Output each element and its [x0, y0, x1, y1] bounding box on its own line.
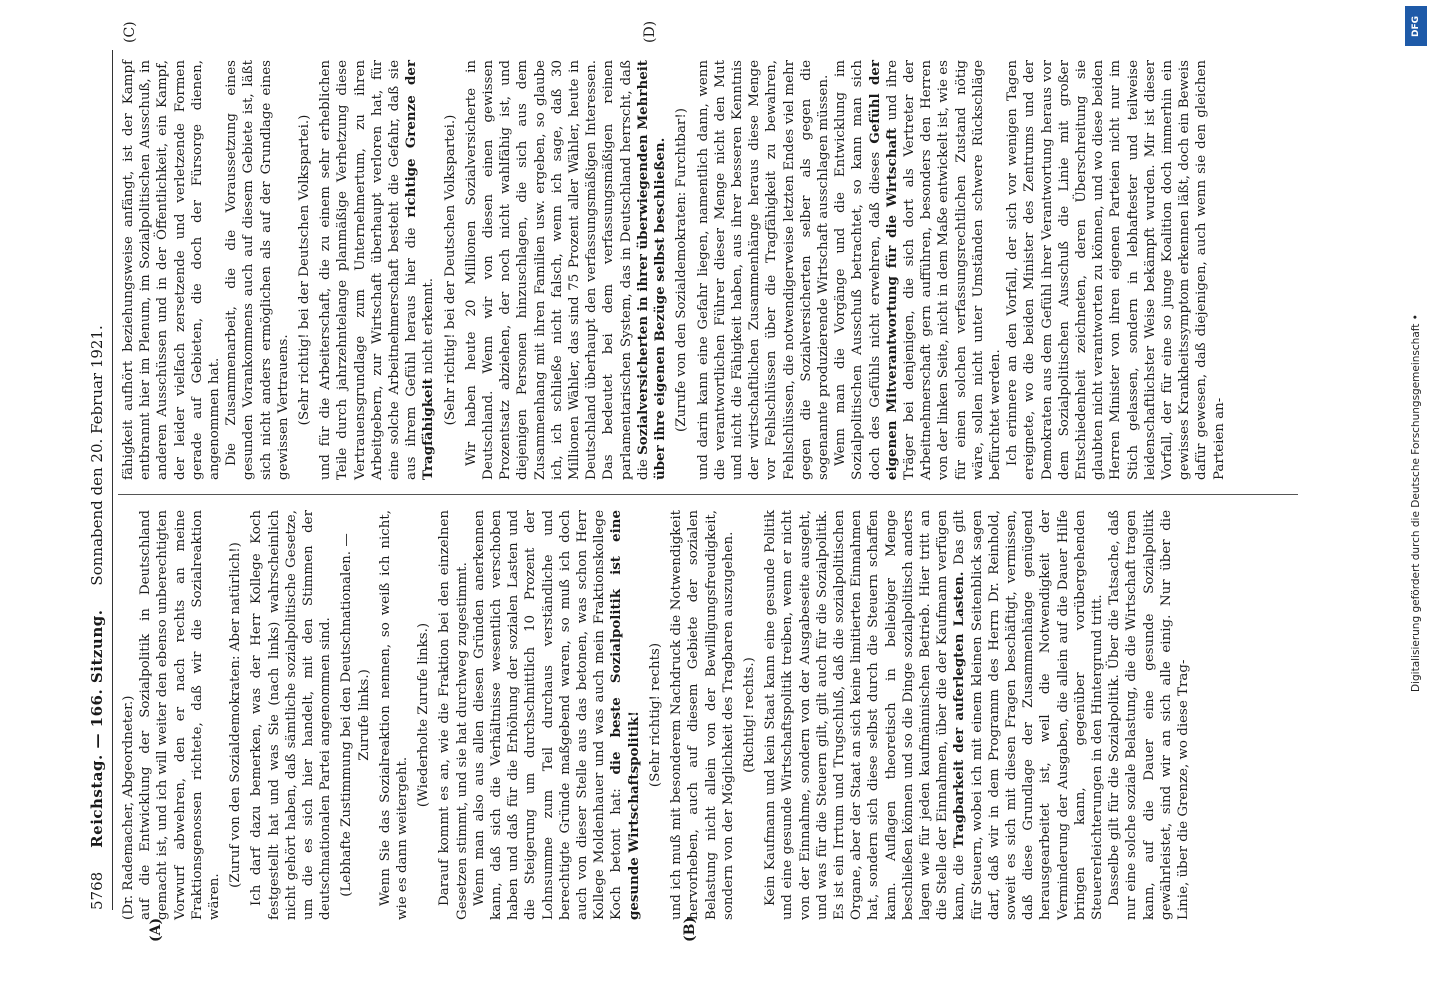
paragraph: Dasselbe gilt für die Sozialpolitik. Über die Tatsache, daß nur eine solche soziale Belastung, die die Wirtschaft tragen kann, auf die Dauer eine gesunde Sozialpolitik gewährleistet, sind wir an sich alle einig. Nur über die Linie, über die Grenze, wo diese Trag-: [1107, 510, 1191, 920]
interjection: (Zuruf von den Sozialdemokraten: Aber natürlich!): [228, 542, 244, 888]
column-divider: [118, 494, 1298, 495]
paragraph-text: Wenn man die Vorgänge und die Entwicklung im Sozialpolitischen Ausschuß betrachtet, so kann man sich doch des Gefühls nicht erwehren, daß dieses: [833, 60, 883, 480]
paragraph: [762, 510, 1106, 920]
paragraph: [463, 60, 669, 480]
interjection: (Richtig! rechts.): [741, 657, 757, 773]
emphasis: richtige Grenze der Tragfähigkeit: [403, 60, 437, 480]
interjection: (Wiederholte Zurufe links.): [416, 622, 432, 808]
paragraph: Die Zusammenarbeit, die die Voraussetzung eines gesunden Vorankommens auch auf diesem Gebiete ist, läßt sich nicht anders ermöglichen als auf der Grundlage eines gewissen Vertrauens.: [224, 60, 291, 480]
interjection: (Sehr richtig! rechts): [647, 642, 663, 788]
text-column-left: [120, 510, 1192, 920]
margin-marker-d: (D): [642, 20, 658, 43]
speaker-line: (Dr. Rademacher, Abgeordneter.): [121, 695, 136, 920]
paragraph-text: Wir haben heute 20 Millionen Sozialversicherte in Deutschland. Wenn wir von diesen einen gewissen Prozentsatz abziehen, der noch nicht wahlfähig ist, und diejenigen Personen hinzuschlagen, die sich aus dem Zusammenhang mit ihren Familien usw. ergeben, so glaube ich, ich schließe nicht falsch, wenn ich sage, daß 30 Millionen Wähler, das sind 75 Prozent aller Wähler, heute in Deutschland überhaupt den verfassungsmäßigen Interessen. Das bedeutet bei dem verfassungsmäßigen reinen parlamentarischen System, das in Deutschland herrscht, daß die: [463, 60, 651, 480]
rotated-page: [82, 20, 1302, 940]
margin-marker-a: (A): [148, 917, 164, 942]
text-column-right: [120, 60, 1228, 480]
emphasis: Tragbarkeit der auferlegten Lasten.: [951, 571, 968, 849]
paragraph-text: Wenn man also aus allen diesen Gründen anerkennen kann, daß sich die Verhältnisse wesentlich verschoben haben und daß für die Erhöhung der sozialen Lasten und die Steigerung um durchschnittlich 10 Prozent der Lohnsumme zum Teil durchaus verständliche und berechtigte Gründe maßgebend waren, so muß ich doch auch von dieser Stelle aus das betonen, was schon Herr Kollege Moldenhauer und was auch mein Fraktionskollege Koch betont hat:: [471, 510, 625, 920]
paragraph: fähigkeit aufhört beziehungsweise anfängt, ist der Kampf entbrannt hier im Plenum, im Sozialpolitischen Ausschuß, in anderen Ausschüssen und in der Öffentlichkeit, ein Kampf, der leider vielfach zersetzende und verletzende Formen gerade auf Gebieten, die doch der Fürsorge dienen, angenommen hat.: [121, 60, 223, 480]
interjection: (Sehr richtig! bei der Deutschen Volkspartei.): [442, 114, 458, 426]
dfg-logo: DFG: [1405, 6, 1427, 46]
paragraph: [317, 60, 437, 480]
paragraph: und ich muß mit besonderem Nachdruck die Notwendigkeit hervorheben, auch auf diesem Gebiete der sozialen Belastung nicht allein von der Bewilligungsfreudigkeit, sondern von der Möglichkeit des Tragbaren auszugehen.: [669, 510, 736, 920]
digitization-sidebar: [1400, 0, 1434, 1000]
paragraph-text: Kein Kaufmann und kein Staat kann eine gesunde Politik und eine gesunde Wirtschaftspolitik treiben, wenn er nicht von der Einnahme, sondern von der Ausgabeseite ausgeht, und was für die Steuern gilt, gilt auch für die Sozialpolitik. Es ist ein Irrtum und Trugschluß, daß die sozialpolitischen Organe, aber der Staat an sich keine limitierten Einnahmen hat, sondern sich diese selbst durch die Steuern schaffen kann. Auflagen theoretisch in beliebiger Menge beschließen können und so die Dinge sozialpolitisch anders lagen wie für jeden kaufmännischen Betrieb. Hier tritt an die Stelle der Einnahmen, über die der Kaufmann verfügen kann, die: [763, 510, 968, 920]
paragraph: auf die Entwicklung der Sozialpolitik in Deutschland gemacht ist, und ich will weiter den ebenso unberechtigten Vorwurf abwehren, den er nach rechts an meine Fraktionsgenossen richtete, daß wir die Sozialreaktion wären.: [138, 510, 223, 920]
interjection: (Sehr richtig! bei der Deutschen Volkspartei.): [297, 114, 313, 426]
paragraph: und darin kann eine Gefahr liegen, namentlich dann, wenn die verantwortlichen Führer dieser Menge nicht den Mut und nicht die Fähigkeit haben, aus ihrer besseren Kenntnis der wirtschaftlichen Zusammenhänge heraus diese Menge vor Fehlschlüssen über die Tragfähigkeit zu bewahren, Fehlschlüssen, die notwendigerweise letzten Endes viel mehr gegen die Sozialversicherten selber als gegen die sogenannte produzierende Wirtschaft ausschlagen müssen.: [695, 60, 831, 480]
funding-credit: Digitalisierung gefördert durch die Deutsche Forschungsgemeinschaft •: [1410, 314, 1422, 692]
paragraph: Ich erinnere an den Vorfall, der sich vor wenigen Tagen ereignete, wo die beiden Minister des Zentrums und der Demokraten aus dem Gefühl ihrer Verantwortung heraus vor dem Sozialpolitischen Ausschuß die Linie mit großer Entschiedenheit zeichneten, deren Überschreitung sie glaubten nicht verantworten zu können, und wo diese beiden Herren Minister von ihren eigenen Parteien nicht nur im Stich gelassen, sondern in lebhaftester und teilweise leidenschaftlichster Weise bekämpft wurden. Mir ist dieser Vorfall, der für eine so junge Koalition doch immerhin ein gewisses Krankheitssymptom erkennen läßt, doch ein Beweis dafür gewesen, daß diejenigen, auch wenn sie den gleichen Parteien an-: [1005, 60, 1227, 480]
session-title: Reichstag. — 166. Sitzung.: [88, 609, 106, 848]
paragraph: Wenn Sie das Sozialreaktion nennen, so weiß ich nicht, wie es dann weitergeht.: [377, 510, 411, 920]
page-header: [88, 50, 110, 910]
session-date: Sonnabend den 20. Februar 1921.: [88, 325, 106, 586]
header-rule: [112, 50, 113, 910]
paragraph-text: und ihre Träger bei denjenigen, die sich dort als Vertreter der Arbeitnehmerschaft gern aufführen, besonders den Herren von der linken Seite, nicht in dem Maße entwickelt ist, wie es für einen solchen verfassungsrechtlichen Zustand nötig wäre, sollen nicht unter Umständen schwere Rückschläge befürchtet werden.: [884, 60, 1003, 480]
page-number: 5768: [88, 871, 106, 910]
paragraph-text: nicht erkennt.: [421, 278, 437, 374]
margin-marker-b: (B): [682, 916, 698, 942]
margin-marker-c: (C): [122, 21, 138, 43]
emphasis: Gefühl der eigenen Mitverantwortung für die Wirtschaft: [866, 60, 900, 480]
emphasis: Sozialversicherten in ihrer überwiegenden Mehrheit über ihre eigenen Bezüge selbst beschließen.: [634, 60, 669, 480]
paragraph-text: und für die Arbeiterschaft, die zu einem sehr erheblichen Teile durch jahrzehntelange planmäßige Verhetzung diese Vertrauensgrundlage zum Unternehmertum, zu ihren Arbeitgebern, zur Wirtschaft überhaupt verloren hat, für eine solche Arbeitnehmerschaft besteht die Gefahr, daß sie aus ihrem Gefühl heraus hier die: [318, 60, 420, 480]
paragraph-text: Das gilt für Steuern, wobei ich mit einem kleinen Seitenblick sagen darf, daß wir in dem Programm des Herrn Dr. Reinhold, soweit es sich mit diesen Fragen beschäftigt, vermissen, daß diese Grundlage der Zusammenhänge genügend herausgearbeitet ist, weil die Notwendigkeit der Verminderung der Ausgaben, die allein auf die Dauer Hilfe bringen kann, gegenüber vorübergehenden Steuererleichterungen in den Hintergrund tritt.: [952, 510, 1105, 920]
paragraph: Ich darf dazu bemerken, was der Herr Kollege Koch festgestellt hat und was Sie (nach links) wahrscheinlich nicht gehört haben, daß sämtliche sozialpolitische Gesetze, um die es sich hier handelt, mit den Stimmen der deutschnationalen Partei angenommen sind.: [249, 510, 334, 920]
paragraph: [832, 60, 1004, 480]
paragraph: [471, 510, 643, 920]
paragraph: Darauf kommt es an, wie die Fraktion bei den einzelnen Gesetzen stimmt, und sie hat durchweg zugestimmt.: [437, 510, 470, 920]
emphasis: die beste Sozialpolitik ist eine gesunde Wirtschaftspolitik!: [608, 510, 642, 920]
interjection: (Zurufe von den Sozialdemokraten: Furchtbar!): [674, 108, 690, 432]
interjection: (Lebhafte Zustimmung bei den Deutschnationalen. — Zurufe links.): [339, 533, 372, 897]
